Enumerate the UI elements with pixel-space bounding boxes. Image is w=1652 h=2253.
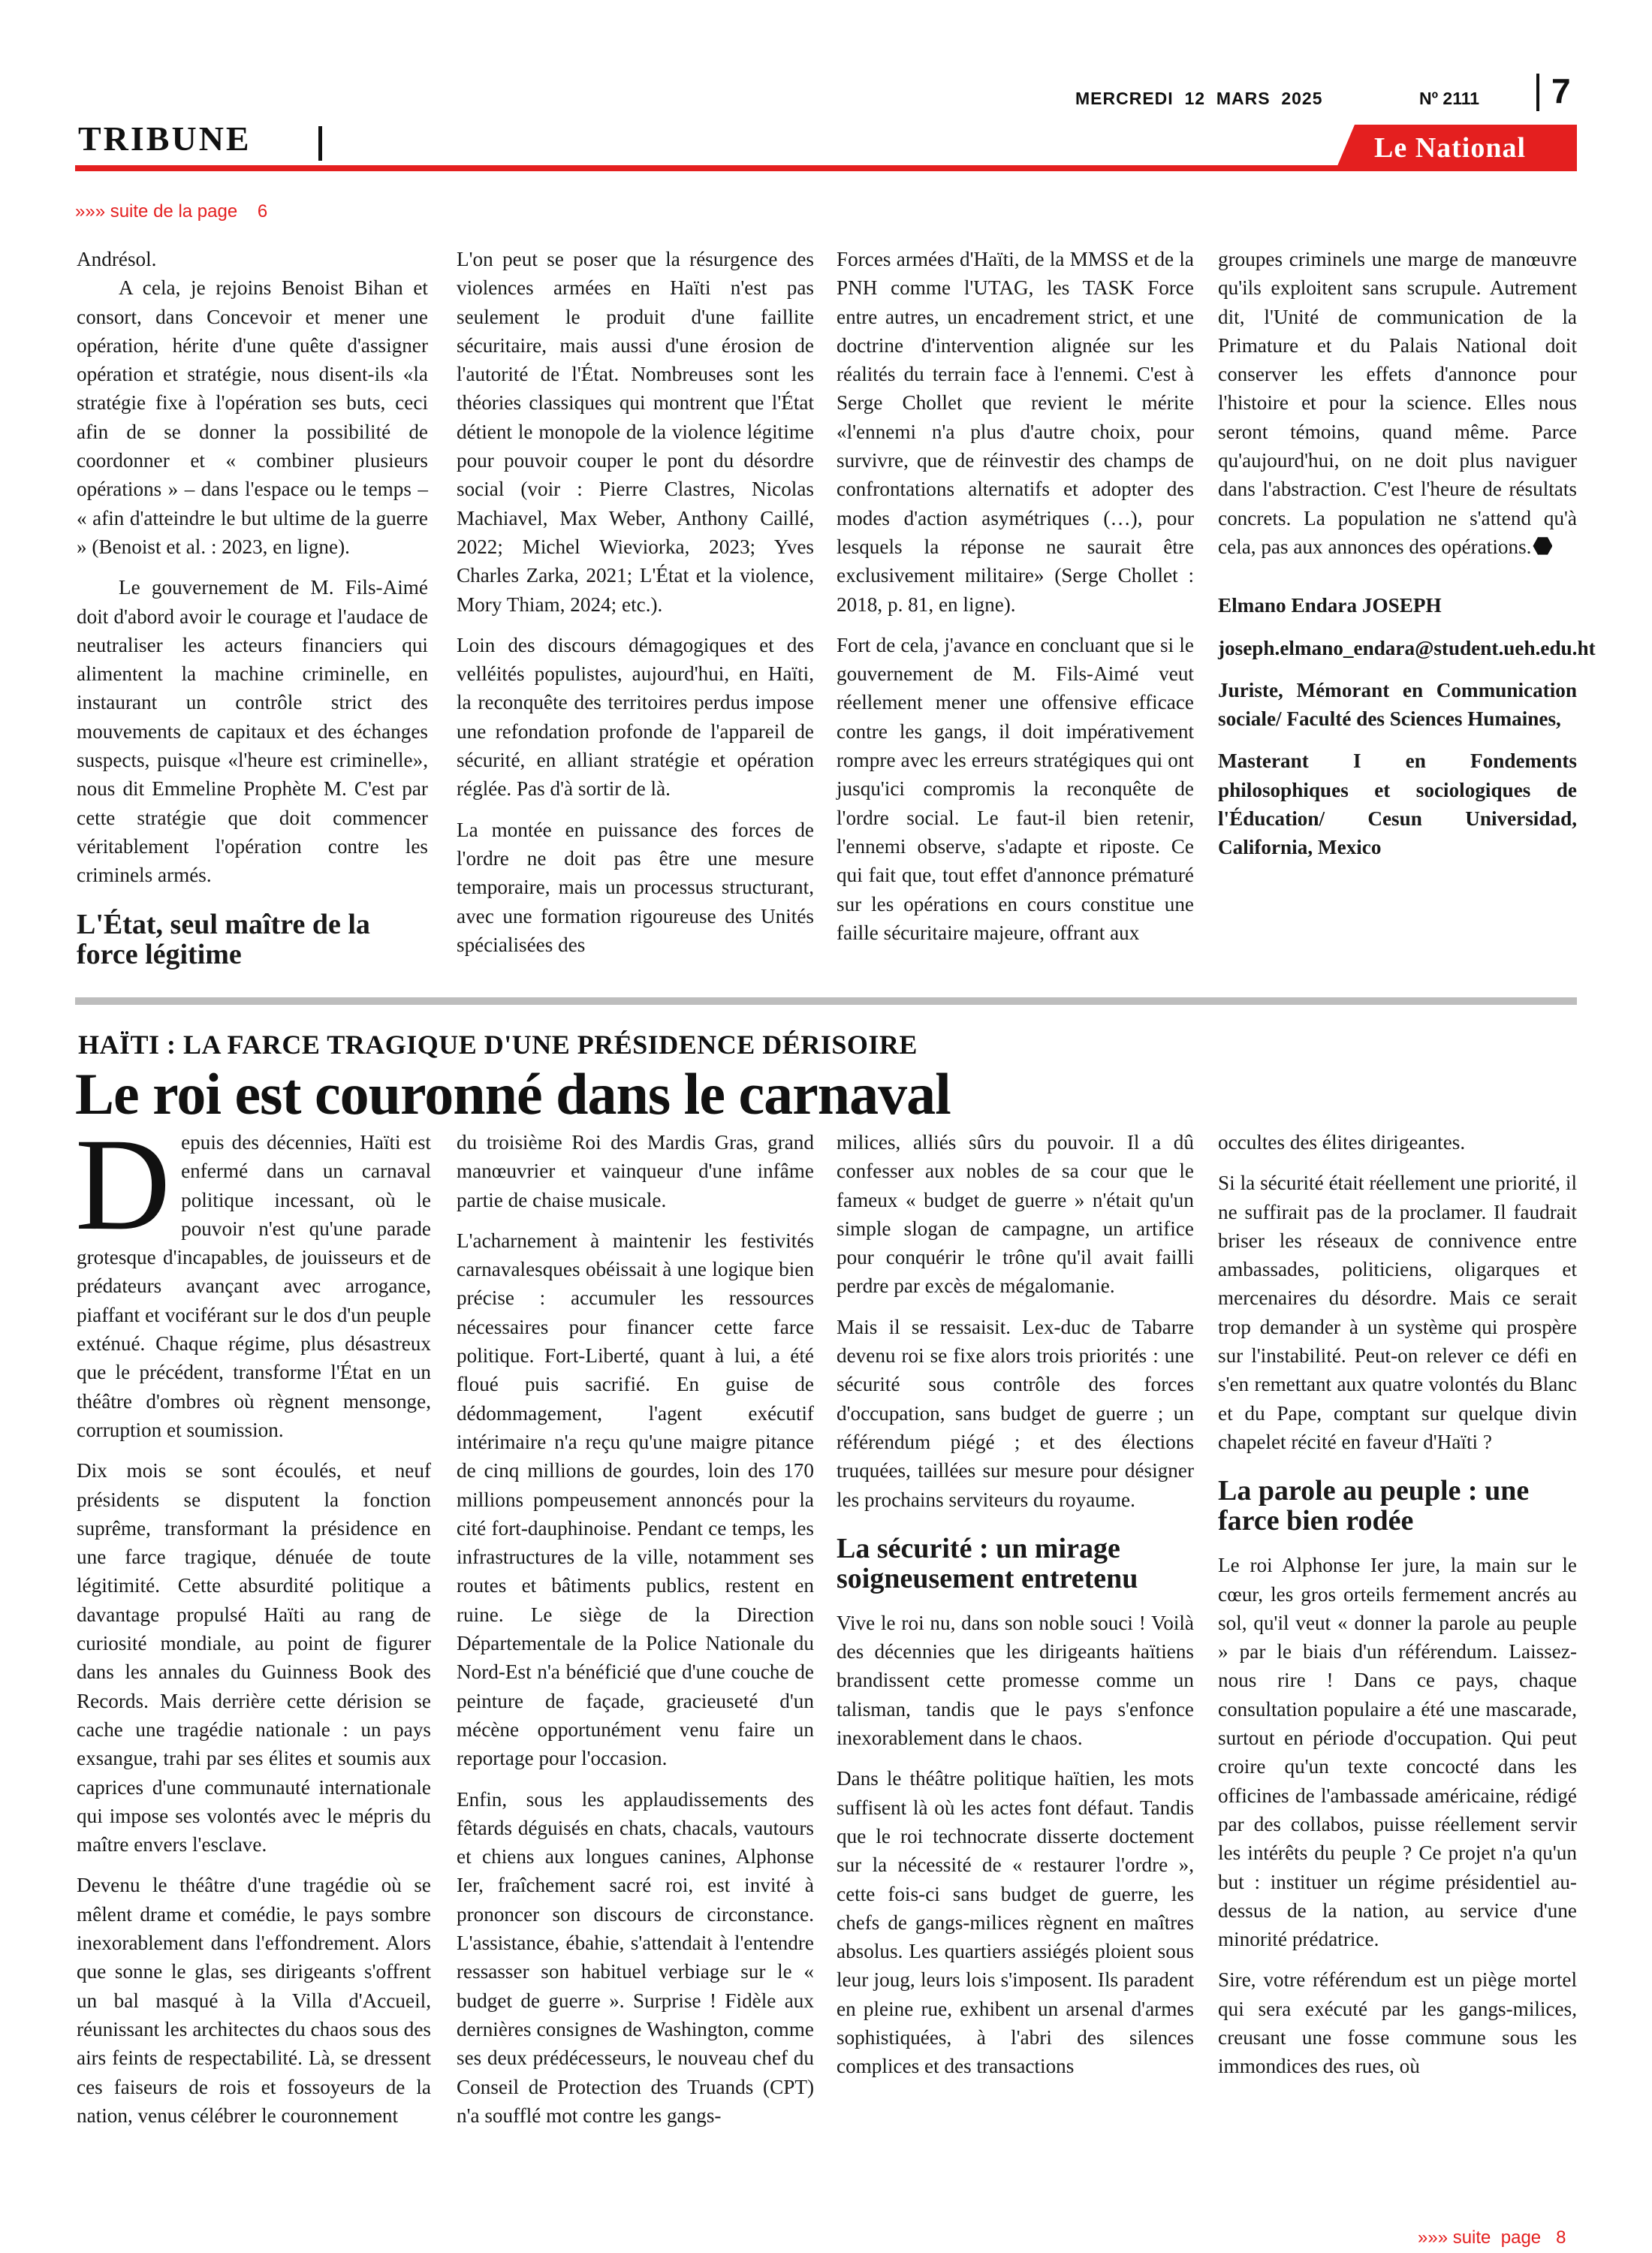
paragraph: L'on peut se poser que la résurgence des violences armées en Haïti n'est pas seulement le produit d'une faillite sécuritaire, mais aussi d'une érosion de l'autorité de l'État. Nombreuses sont les théories classiques qui montrent que l'État détient le monopole de la violence légitime pour pouvoir couper le pont du désordre social (voir : Pierre Clastres, Nicolas Machiavel, Max Weber, Anthony Caillé, 2022; Michel Wieviorka, 2023; Yves Charles Zarka, 2021; L'État et la violence, Mory Thiam, 2024; etc.). [457, 248, 814, 616]
issue-date: MERCREDI 12 MARS 2025 [1075, 89, 1323, 108]
issue-number: Nº 2111 [1419, 89, 1480, 108]
paragraph: Si la sécurité était réellement une priorité, il ne suffirait pas de la proclamer. Il faudrait briser les réseaux de connivence entre ambassades, politiciens, oligarques et mercenaires du désordre. Mais ce serait trop demander à un système qui prospère sur l'instabilité. Peut-on relever ce défi en s'en remettant aux quatre volontés du Blanc et du Pape, comptant sur quelque divin chapelet récité en faveur d'Haïti ? [1218, 1172, 1577, 1453]
paragraph: occultes des élites dirigeantes. [1218, 1131, 1466, 1154]
paragraph: Le roi Alphonse Ier jure, la main sur le cœur, les gros orteils fermement ancrés au sol, qu'il veut « donner la parole au peuple » par le biais d'un référendum. Laissez-nous rire ! Dans ce pays, chaque consultation populaire a été une mascarade, surtout en période d'occupation. Qui peut croire qu'un texte concocté dans les officines de l'ambassade américaine, rédigé par des collabos, puisse réellement servir les intérêts du peuple ? Ce projet n'a qu'un but : instituer un régime présidentiel au-dessus de la nation, au service d'une minorité prédatrice. [1218, 1554, 1577, 1951]
paragraph: Vive le roi nu, dans son noble souci ! Voilà des décennies que les dirigeants haïtiens brandissent cette promesse comme un talisman, tandis que le pays s'enfonce inexorablement dans le chaos. [837, 1611, 1194, 1750]
paragraph [1218, 245, 1577, 561]
page-number: 7 [1551, 71, 1571, 110]
subheading: La sécurité : un mirage soigneusement entretenu [837, 1532, 1138, 1594]
paragraph: Loin des discours démagogiques et des velléités populistes, aujourd'hui, en Haïti, la reconquête des territoires perdus impose une refondation profonde de l'appareil de sécurité, en alliant stratégie et opération réglée. Pas d'à sortir de là. [457, 633, 814, 801]
paragraph: du troisième Roi des Mardis Gras, grand manœuvrier et vainqueur d'une infâme partie de chaise musicale. [457, 1131, 814, 1211]
paragraph: Dix mois se sont écoulés, et neuf présidents se disputent la fonction suprême, transformant la présidence en une farce tragique, dénuée de toute légitimité. Cette absurdité politique a davantage propulsé Haïti au rang de curiosité mondiale, au point de figurer dans les annales du Guinness Book des Records. Mais derrière cette dérision se cache une tragédie nationale : un pays exsangue, trahi par ses élites et soumis aux caprices d'une communauté internationale qui impose ses volontés avec le mépris du maître envers l'esclave. [77, 1459, 431, 1856]
article-kicker: HAÏTI : LA FARCE TRAGIQUE D'UNE PRÉSIDENCE DÉRISOIRE [78, 1030, 918, 1060]
page-number-divider [1536, 74, 1539, 111]
subheading: La parole au peuple : une farce bien rodée [1218, 1475, 1530, 1537]
author-role: Masterant I en Fondements philosophiques et sociologiques de l'Éducation/ Cesun Universidad, California, Mexico [1218, 749, 1577, 859]
paragraph: Dans le théâtre politique haïtien, les mots suffisent là où les actes font défaut. Tandis que le roi technocrate disserte doctement sur la nécessité de « restaurer l'ordre », cette fois-ci sans budget de guerre, les chefs de gangs-milices règnent en maîtres absolus. Les quartiers assiégés ploient sous leur joug, leurs lois s'imposent. Ils paradent en pleine rue, exhibent un arsenal d'armes sophistiquées, à l'abri des silences complices et des transactions [837, 1767, 1194, 2078]
paragraph: Andrésol. [77, 248, 157, 270]
section-title-divider [318, 126, 322, 161]
continued-on-link[interactable]: »»» suite page 8 [1418, 2227, 1566, 2248]
header-rule [75, 165, 1577, 171]
top-article-column-2 [457, 245, 814, 971]
author-name: Elmano Endara JOSEPH [1218, 594, 1442, 617]
section-title: TRIBUNE [78, 119, 252, 158]
paragraph-text: epuis des décennies, Haïti est enfermé dans un carnaval politique incessant, où le pouvoir n'est qu'une parade grotesque d'incapables, de jouisseurs et de prédateurs avançant avec arrogance, piaffant et vociférant sur le dos d'un peuple exténué. Chaque régime, plus désastreux que le précédent, transforme l'État en un théâtre d'ombres où règnent mensonge, corruption et soumission. [77, 1131, 431, 1441]
main-article-column-4 [1218, 1128, 1577, 2093]
paragraph: Fort de cela, j'avance en concluant que si le gouvernement de M. Fils-Aimé veut réellement mener une offensive efficace contre les gangs, il doit impérativement rompre avec les erreurs stratégiques qui ont jusqu'ici compromis la reconquête de l'ordre social. Le faut-il bien retenir, l'ennemi observe, s'adapte et riposte. Ce qui fait que, tout effet d'annonce prématuré sur les opérations en cours constitue une faille sécuritaire majeure, offrant aux [837, 633, 1194, 944]
subheading: L'État, seul maître de la force légitime [77, 908, 370, 970]
article-separator [75, 997, 1577, 1005]
paragraph: Enfin, sous les applaudissements des fêtards déguisés en chats, chacals, vautours et chiens aux longues canines, Alphonse Ier, fraîchement sacré roi, est invité à prononcer son discours de circonstance. L'assistance, ébahie, s'attendait à l'entendre ressasser son habituel verbiage sur le « budget de guerre ». Surprise ! Fidèle aux dernières consignes de Washington, comme ses deux prédécesseurs, le nouveau chef du Conseil de Protection des Truands (CPT) n'a soufflé mot contre les gangs- [457, 1787, 814, 2127]
paragraph: A cela, je rejoins Benoist Bihan et consort, dans Concevoir et mener une opération, hérite d'une quête d'assigner opération et stratégie, nous disent-ils «la stratégie fixe à l'opération ses buts, ceci afin de se donner la possibilité de coordonner et « combiner plusieurs opérations » – dans l'espace ou le temps – « afin d'atteindre le but ultime de la guerre » (Benoist et al. : 2023, en ligne). [77, 276, 428, 558]
main-article-column-3 [837, 1128, 1194, 2093]
top-article-column-4 [1218, 245, 1596, 876]
paragraph: Devenu le théâtre d'une tragédie où se mêlent drame et comédie, le pays sombre inexorablement dans l'effondrement. Alors que sonne le glas, ses dirigeants s'offrent un bal masqué à la Villa d'Accueil, réunissant les architectes du chaos sous des airs feints de respectabilité. Là, se dressent ces faiseurs de rois et fossoyeurs de la nation, venus célébrer le couronnement [77, 1874, 431, 2127]
end-of-article-icon [1533, 536, 1552, 556]
paragraph-text: groupes criminels une marge de manœuvre qu'ils exploitent sans scrupule. Autrement dit, l'Unité de communication de la Primature et du Palais National doit conserver les effets d'annonce pour l'histoire et pour la science. Elles nous seront témoins, quand même. Parce qu'aujourd'hui, on ne doit plus naviguer dans l'abstraction. C'est l'heure de résultats concrets. La population ne s'attend qu'à cela, pas aux annonces des opérations. [1218, 248, 1577, 558]
paragraph [75, 1111, 431, 1444]
top-article-column-3 [837, 245, 1194, 959]
paragraph: Mais il se ressaisit. Lex-duc de Tabarre devenu roi se fixe alors trois priorités : une sécurité sous contrôle des forces d'occupation, sans budget de guerre ; un référendum piégé ; et des élections truquées, taillées sur mesure pour désigner les prochains serviteurs du royaume. [837, 1315, 1194, 1511]
author-signature [1218, 591, 1596, 861]
article-headline: Le roi est couronné dans le carnaval [75, 1061, 951, 1126]
paragraph: milices, alliés sûrs du pouvoir. Il a dû confesser aux nobles de sa cour que le fameux « budget de guerre » n'était qu'un simple slogan de campagne, un artifice pour conquérir le trône qu'il avait failli perdre par excès de mégalomanie. [837, 1131, 1194, 1298]
paragraph: L'acharnement à maintenir les festivités carnavalesques obéissait à une logique bien précise : accumuler les ressources nécessaires pour financer cette farce politique. Fort-Liberté, quant à lui, a été floué puis sacrifié. En guise de dédommagement, l'agent exécutif intérimaire n'a reçu qu'une maigre pitance de cinq millions de gourdes, loin des 170 millions pompeusement annoncés pour la cité fort-dauphinoise. Pendant ce temps, les infrastructures de la ville, notamment ses routes et bâtiments publics, restent en ruine. Le siège de la Direction Départementale de la Police Nationale du Nord-Est n'a bénéficié que d'une couche de peinture de façade, gracieuseté d'un mécène opportunément venu faire un reportage pour l'occasion. [457, 1229, 814, 1770]
author-email[interactable]: joseph.elmano_endara@student.ueh.edu.ht [1218, 636, 1596, 659]
top-article-column-1 [77, 245, 428, 985]
paragraph: Le gouvernement de M. Fils-Aimé doit d'abord avoir le courage et l'audace de neutraliser les acteurs financiers qui alimentent la machine criminelle, en instaurant un contrôle strict des mouvements de capitaux et des échanges suspects, puisque «l'heure est criminelle», nous dit Emmeline Prophète M. C'est par cette stratégie que doit commencer véritablement l'opération contre les criminels armés. [77, 576, 428, 887]
drop-cap: D [75, 1111, 171, 1258]
continued-from-link[interactable]: »»» suite de la page 6 [75, 201, 268, 222]
paragraph: Sire, votre référendum est un piège mortel qui sera exécuté par les gangs-milices, creusant une fosse commune sous les immondices des rues, où [1218, 1968, 1577, 2078]
brand-logo: Le National [1374, 132, 1527, 164]
paragraph: La montée en puissance des forces de l'ordre ne doit pas être une mesure temporaire, mais un processus structurant, avec une formation rigoureuse des Unités spécialisées des [457, 818, 814, 956]
paragraph: Forces armées d'Haïti, de la MMSS et de la PNH comme l'UTAG, les TASK Force entre autres, un encadrement strict, et une doctrine d'intervention alignée sur les réalités du terrain face à l'ennemi. C'est à Serge Chollet que revient le mérite «l'ennemi n'a plus d'autre choix, pour survivre, que de réinvestir des champs de confrontations alternatifs et adopter des modes d'action asymétriques (…), pour lesquels la réponse ne saurait être exclusivement militaire» (Serge Chollet : 2018, p. 81, en ligne). [837, 248, 1194, 616]
main-article-column-1 [75, 1111, 431, 2142]
main-article-column-2 [457, 1128, 814, 2142]
author-role: Juriste, Mémorant en Communication sociale/ Faculté des Sciences Humaines, [1218, 678, 1577, 731]
